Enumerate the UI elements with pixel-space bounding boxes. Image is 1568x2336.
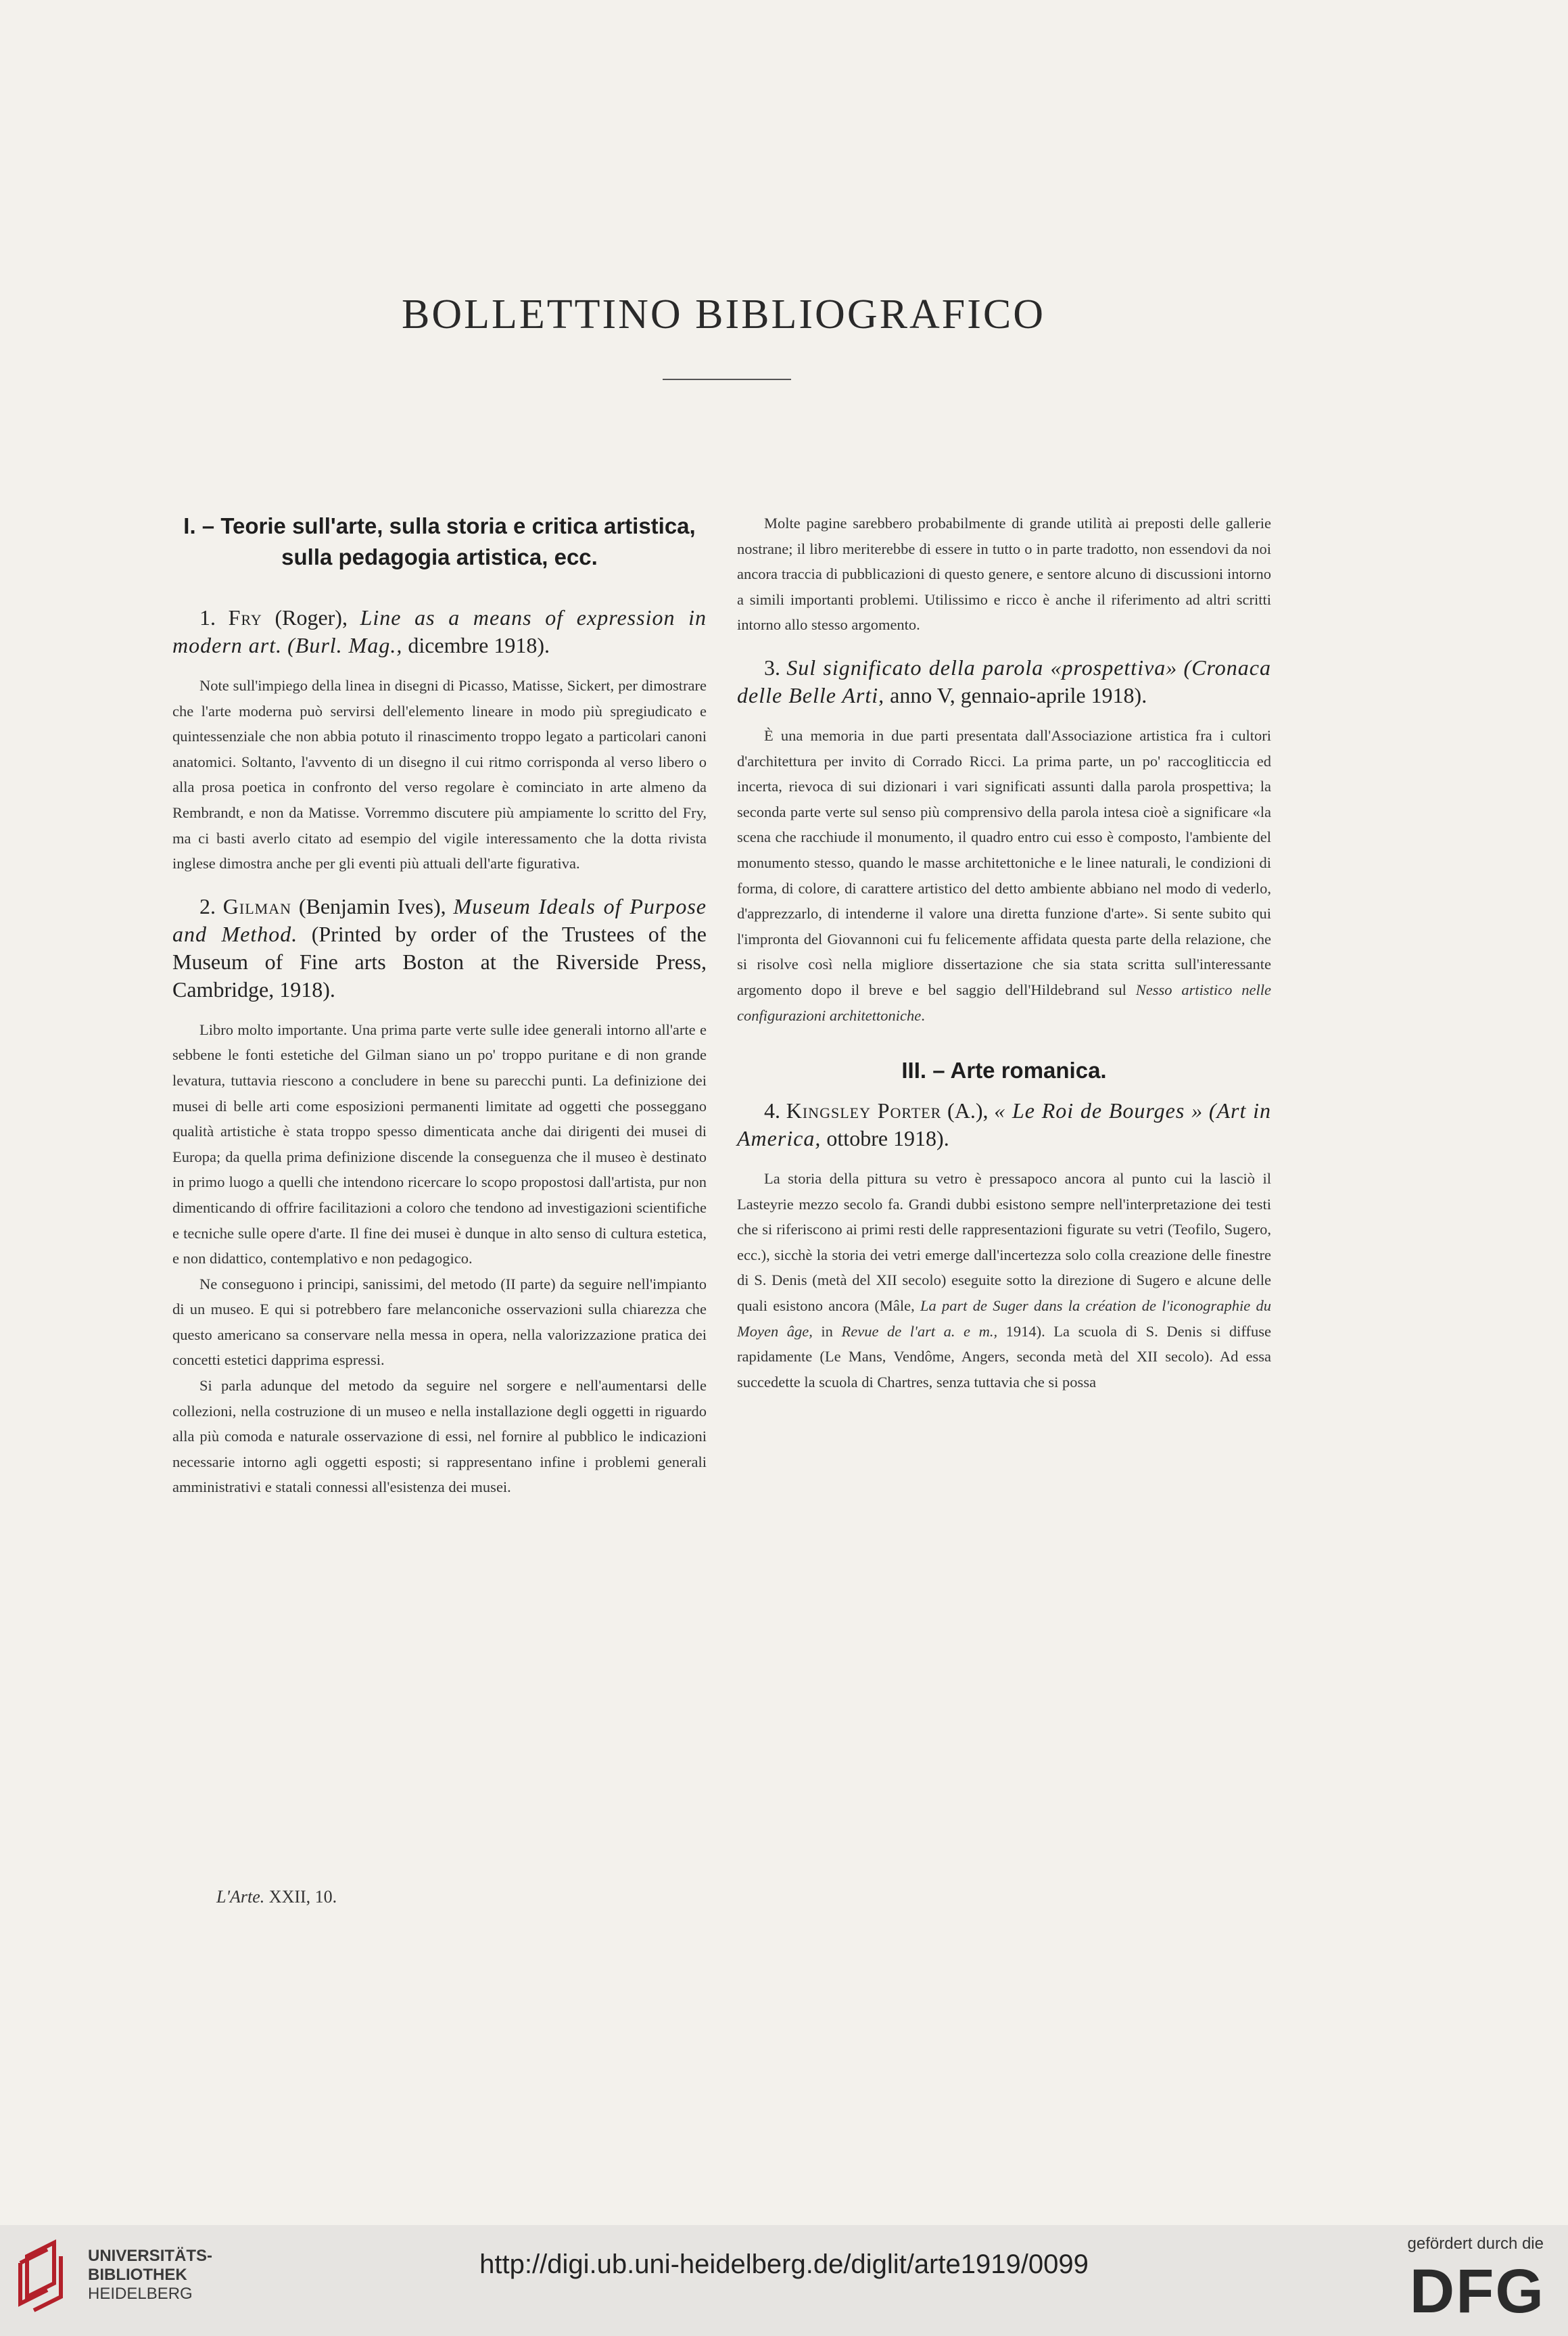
entry-2-heading <box>172 893 707 1004</box>
dfg-logo: DFG <box>1409 2257 1545 2326</box>
entry-4-body-italic2: Revue de l'art a. e m., <box>841 1322 998 1340</box>
viewer-footer <box>0 2225 1568 2336</box>
entry-3-title: Sul significato della parola «prospettiva» <box>786 655 1178 680</box>
page-title: BOLLETTINO BIBLIOGRAFICO <box>402 291 1045 337</box>
entry-4-body <box>737 1166 1271 1395</box>
entry-2-title: Museum Ideals of Purpose and Method. <box>172 893 707 946</box>
entry-2-number: 2. <box>199 893 216 918</box>
library-name-line3: HEIDELBERG <box>88 2285 193 2303</box>
title-divider <box>663 379 791 380</box>
library-name-line1: UNIVERSITÄTS- <box>88 2247 213 2265</box>
entry-3-source: (Cronaca delle Belle Arti, <box>737 655 1271 707</box>
section-heading-3: III. – Arte romanica. <box>901 1058 1107 1083</box>
permalink-url[interactable]: http://digi.ub.uni-heidelberg.de/diglit/arte1919/0099 <box>479 2249 1089 2279</box>
entry-1-source: (Burl. Mag., <box>287 633 403 657</box>
right-column <box>737 511 1271 1395</box>
entry-2-author-rest: (Benjamin Ives), <box>298 893 446 918</box>
left-column <box>172 511 707 1500</box>
library-name-line2: BIBLIOTHEK <box>88 2266 187 2284</box>
entry-2-author: Gilman <box>222 893 292 918</box>
entry-4-heading <box>737 1097 1271 1152</box>
entry-1-number: 1. <box>199 605 216 630</box>
entry-1-title: Line as a means of expression in modern art. <box>172 605 707 657</box>
entry-3-heading <box>737 654 1271 709</box>
entry-3-body <box>737 723 1271 1028</box>
entry-2-rest: (Printed by order of the Trustees of the Museum of Fine arts Boston at the Riverside Press, Cambridge, 1918). <box>172 921 707 1002</box>
entry-4-date: ottobre 1918). <box>826 1126 949 1151</box>
entry-4-author: Kingsley Porter <box>786 1098 942 1123</box>
entry-4-title: « Le Roi de Bourges » <box>994 1098 1204 1123</box>
entry-4-number: 4. <box>764 1098 780 1123</box>
entry-1-date: dicembre 1918). <box>408 633 550 657</box>
section-heading-1 <box>172 511 707 573</box>
entry-2-paragraph-3: Si parla adunque del metodo da seguire nel sorgere e nell'aumentarsi delle collezioni, nella costruzione di un museo e nella installazione degli oggetti in riguardo alla più comoda e naturale osservazione di essi, nel fornire al pubblico le indicazioni necessarie intorno agli oggetti esposti; si rappresentano infine i problemi generali amministrativi e statali connessi all'esistenza dei musei. <box>172 1377 707 1496</box>
entry-4-body-italic: La part de Suger dans la création de l'iconographie du Moyen âge, <box>737 1297 1271 1340</box>
entry-2-paragraph-1: Libro molto importante. Una prima parte verte sulle idee generali intorno all'arte e sebbene le fonti estetiche del Gilman siano un po' troppo puritane e di non grande levatura, tuttavia riescono a concludere in bene su parecchi punti. La definizione dei musei di belle arti come esposizioni permanenti limitate ad oggetti che posseggano qualità artistiche è stata troppo spesso dimenticata anche dai dirigenti dei musei di Europa; da quella prima definizione discende la conseguenza che il museo è destinato in primo luogo a quelli che intendono ricercare lo scopo propostosi dall'artista, pur non dimenticando di offrire facilitazioni a coloro che tendono ad investigazioni scientifiche e tecniche sulle opere d'arte. Il fine dei musei è dunque in alto senso di cultura estetica, e non didattico, contemplativo e non pedagogico. <box>172 1021 707 1267</box>
entry-1-heading <box>172 604 707 659</box>
entry-1-author-rest: (Roger), <box>275 605 348 630</box>
entry-4-author-rest: (A.), <box>947 1098 989 1123</box>
entry-4-source: (Art in America, <box>737 1098 1272 1151</box>
section-heading-1-line1: I. – Teorie sull'arte, sulla storia e critica artistica, <box>183 513 696 538</box>
entry-3-number: 3. <box>764 655 780 680</box>
entry-4-body-b: in <box>821 1322 833 1340</box>
entry-2-paragraph-2: Ne conseguono i principi, sanissimi, del metodo (II parte) da seguire nell'impianto di un museo. E qui si potrebbero fare melanconiche osservazioni sulla chiarezza che questo americano sa conservare nella messa in opera, nella valorizzazione pratica dei concetti estetici dapprima espressi. <box>172 1275 707 1369</box>
entry-3-body-main: È una memoria in due parti presentata dall'Associazione artistica fra i cultori d'architettura per invito di Corrado Ricci. La prima parte, un po' raccogliticcia ed incerta, rievoca di sui dizionari i vari significati assunti dalla parola prospettiva; la seconda parte verte sul senso più comprensivo della parola intesa cioè a significare «la scena che racchiude il monumento, il quadro entro cui esso è composto, l'ambiente del monumento stesso, quando le masse architettoniche e le linee naturali, le condizioni di forma, di colore, di carattere artistico del detto ambiente abbiano nel modo di vederlo, d'apprezzarlo, di intenderne il valore una diretta funzione d'arte». Si sente subito qui l'impronta del Giovannoni cui fu felicemente affidata questa parte della relazione, che si risolve così nella migliore dissertazione che sia stata scritta sull'interessante argomento dopo il breve e bel saggio dell'Hildebrand sul <box>737 726 1271 998</box>
section-heading-1-line2: sulla pedagogia artistica, ecc. <box>281 544 598 569</box>
entry-2-paragraph-4: Molte pagine sarebbero probabilmente di grande utilità ai preposti delle gallerie nostrane; il libro meriterebbe di essere in tutto o in parte tradotto, non essendovi da noi ancora traccia di pubblicazioni di questo genere, e sentore alcuno di discussioni intorno a simili importanti problemi. Utilissimo e ricco è anche il riferimento ad altri scritti intorno allo stesso argomento. <box>737 515 1271 634</box>
entry-3-body-end: . <box>921 1006 925 1024</box>
funding-label: gefördert durch die <box>1407 2235 1544 2253</box>
entry-1-author: Fry <box>228 605 262 630</box>
footnote-journal: L'Arte. <box>216 1887 265 1907</box>
entry-3-body-italic: Nesso artistico nelle configurazioni architettoniche <box>737 981 1272 1024</box>
entry-3-rest: anno V, gennaio-aprile 1918). <box>890 682 1147 707</box>
entry-4-body-a: La storia della pittura su vetro è pressapoco ancora al punto cui la lasciò il Lasteyrie mezzo secolo fa. Grandi dubbi esistono sempre nell'interpretazione dei testi che si riferiscono ai primi resti delle rappresentazioni figurate su vetri (Teofilo, Sugero, ecc.), sicchè la storia dei vetri emerge dall'incertezza solo colla creazione delle finestre di S. Denis (metà del XII secolo) eseguite sotto la direzione di Sugero e alcune delle quali esistono ancora (Mâle, <box>737 1170 1271 1315</box>
entry-4-body-c: 1914). La scuola di S. Denis si diffuse rapidamente (Le Mans, Vendôme, Angers, seconda metà del XII secolo). Ad essa succedette la scuola di Chartres, senza tuttavia che si possa <box>737 1322 1272 1391</box>
page-footnote <box>216 1887 337 1907</box>
entry-1-body: Note sull'impiego della linea in disegni di Picasso, Matisse, Sickert, per dimostrare che l'arte moderna può servirsi dell'elemento lineare in modo più spregiudicato e quintessenziale che non abbia potuto il rinascimento troppo legato a particolari canoni anatomici. Soltanto, l'avvento di un disegno il cui ritmo corrisponda al verso libero o alla prosa poetica in confronto del verso regolare è cominciato in arte almeno da Rembrandt, e non da Matisse. Vorremmo discutere più ampiamente lo scritto del Fry, ma ci basti averlo citato ad esempio del vigile interessamento che la dotta rivista inglese dimostra anche per gli eventi più attuali dell'arte figurativa. <box>172 677 707 872</box>
footnote-ref: XXII, 10. <box>268 1887 337 1907</box>
